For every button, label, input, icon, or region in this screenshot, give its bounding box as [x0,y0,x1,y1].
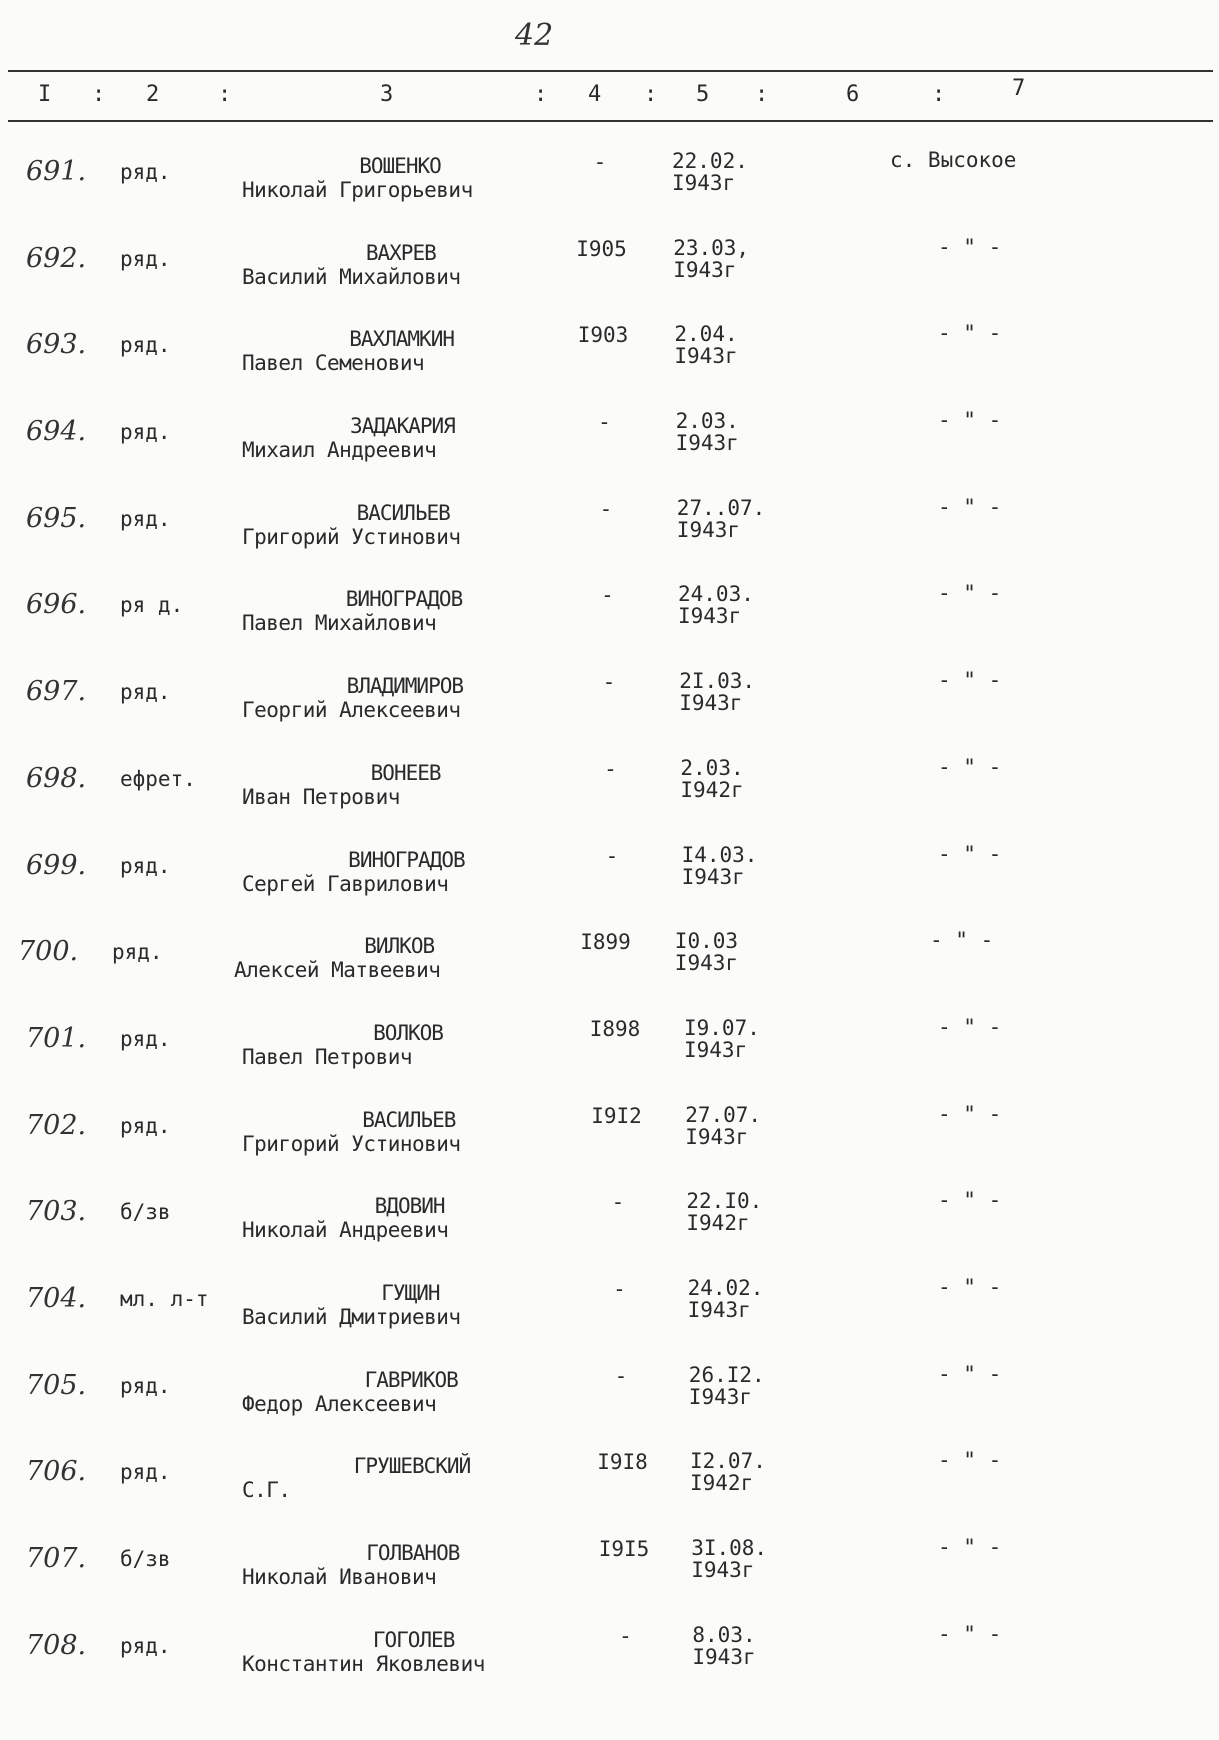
death-date-day: 2.03. [675,409,739,434]
military-rank: ряд. [120,1460,171,1485]
burial-place: - " - [938,1101,1002,1126]
death-date-year: I943г [674,951,739,976]
death-date-year: I943г [692,1644,756,1669]
table-row: 695. ряд. ВАСИЛЬЕВ Григорий Устинович - 27..07. I943г - " - [26,494,1002,549]
record-number: 696. [26,589,87,621]
death-date-day: 24.02. [687,1275,764,1300]
burial-place: - " - [938,754,1002,779]
given-name: Павел Михайлович [242,611,437,636]
death-date [688,1277,764,1321]
given-name: Григорий Устинович [242,524,461,549]
record-number: 702. [26,1109,87,1141]
table-row: 697. ряд. ВЛАДИМИРОВ Георгий Алексеевич - 2I.03. I943г - " - [26,668,1002,723]
death-date-day: 22.I0. [686,1189,763,1214]
death-date [673,237,749,281]
military-rank: ряд. [120,246,171,271]
death-date [674,323,737,367]
header-col-1: I [38,82,52,107]
header-sep: : [932,82,946,107]
burial-place: - " - [938,1188,1002,1213]
death-date-year: I943г [688,1384,753,1409]
record-number: 695. [26,502,87,534]
military-rank: ряд. [120,1113,171,1138]
death-date [690,1450,766,1494]
death-date [675,930,738,974]
death-date-day: I9.07. [684,1015,760,1040]
burial-place: - " - [938,581,1002,606]
header-sep: : [644,82,658,107]
death-date-day: 27..07. [676,495,766,520]
given-name: Николай Андреевич [242,1218,449,1243]
death-date [678,583,754,627]
military-rank: ряд. [120,160,171,184]
record-number: 700. [18,936,79,968]
header-col-5: 5 [696,82,710,107]
header-sep: : [218,82,232,107]
record-number: 693. [26,329,87,361]
header-col-3: 3 [380,82,394,107]
table-row: 692. ряд. ВАХРЕВ Василий Михайлович I905 23.03, I943г - " - [26,234,1002,289]
burial-place: - " - [938,1274,1002,1299]
table-row: 704. мл. л-т ГУЩИН Василий Дмитриевич - 24.02. I943г - " - [26,1274,1002,1329]
burial-place: - " - [938,234,1002,259]
given-name: Павел Петрович [242,1044,413,1069]
military-rank: ря д. [120,593,184,618]
death-date-day: 2.03. [680,755,744,780]
given-name: Георгий Алексеевич [242,698,461,723]
burial-place: - " - [938,1361,1002,1386]
death-date-day: 2I.03. [679,669,756,694]
death-date-day: 3I.08. [691,1536,768,1560]
death-date [685,1104,761,1148]
death-date-year: I943г [685,1124,749,1149]
table-row: 706. ряд. ГРУШЕВСКИЙ С.Г. I9I8 I2.07. I942г - " - [26,1448,1002,1503]
death-date [692,1624,755,1668]
death-date [676,410,739,454]
death-date-year: I943г [681,864,745,889]
death-date-year: I942г [680,777,744,802]
death-date-day: 26.I2. [688,1362,765,1387]
burial-place: - " - [930,928,994,953]
header-col-6: 6 [846,82,860,107]
given-name: Василий Михайлович [242,264,461,289]
header-col-7: 7 [1012,76,1026,101]
table-row: 696. ря д. ВИНОГРАДОВ Павел Михайлович - 24.03. I943г - " - [26,581,1002,636]
death-date [672,150,748,194]
given-name: Григорий Устинович [242,1131,461,1156]
header-col-4: 4 [588,82,602,107]
military-rank: ряд. [120,333,171,358]
table-header [0,76,1219,112]
death-date-year: I943г [691,1558,755,1582]
record-number: 699. [26,849,87,881]
military-rank: ряд. [112,940,163,965]
death-date [677,497,766,541]
record-number: 705. [26,1369,87,1401]
burial-place: - " - [938,1014,1002,1039]
death-date-day: I0.03 [674,929,739,954]
death-date-day: 27.07. [685,1102,762,1127]
burial-place: - " - [938,668,1002,693]
given-name: Николай Григорьевич [242,178,473,202]
military-rank: ряд. [120,1373,171,1398]
header-sep: : [534,82,548,107]
death-date-year: I943г [674,344,738,369]
record-number: 692. [26,242,87,274]
military-rank: ряд. [120,506,171,531]
given-name: Федор Алексеевич [242,1391,437,1416]
military-rank: б/зв [120,1200,171,1225]
burial-place: - " - [938,1448,1002,1473]
given-name: Константин Яковлевич [242,1651,485,1676]
burial-place: - " - [938,494,1002,519]
given-name: Алексей Матвеевич [234,958,441,983]
table-row: 701. ряд. ВОЛКОВ Павел Петрович I898 I9.07. I943г - " - [26,1014,1002,1069]
header-sep: : [755,82,769,107]
death-date [684,1017,760,1061]
table-row: 708. ряд. ГОГОЛЕВ Константин Яковлевич - 8.03. I943г - " - [26,1621,1002,1676]
death-date-year: I943г [676,517,741,542]
military-rank: б/зв [120,1547,171,1571]
military-rank: ефрет. [120,766,196,791]
header-top-rule [8,70,1213,72]
death-date-year: I943г [679,691,743,716]
given-name: С.Г. [242,1478,291,1503]
table-row: 705. ряд. ГАВРИКОВ Федор Алексеевич - 26.I2. I943г - " - [26,1361,1002,1416]
death-date-day: I2.07. [690,1449,766,1474]
death-date-year: I943г [675,431,739,456]
military-rank: ряд. [120,1633,171,1658]
record-number: 691. [26,156,87,187]
table-row: 707. б/зв ГОЛВАНОВ Николай Иванович I9I5 3I.08. I943г - " - [26,1535,1002,1589]
record-number: 694. [26,416,87,448]
table-row: 691. ряд. ВОШЕНКО Николай Григорьевич - 22.02. I943г с. Высокое [26,148,1017,202]
record-number: 697. [26,676,87,708]
death-date [679,670,755,714]
given-name: Сергей Гаврилович [242,871,449,896]
table-row: 699. ряд. ВИНОГРАДОВ Сергей Гаврилович - I4.03. I943г - " - [26,841,1002,896]
given-name: Михаил Андреевич [242,438,437,463]
death-date-day: I4.03. [681,842,758,867]
header-sep: : [92,82,106,107]
military-rank: ряд. [120,420,171,445]
death-date-year: I943г [684,1037,748,1062]
burial-place: - " - [938,1535,1002,1559]
military-rank: ряд. [120,853,171,878]
death-date-year: I943г [672,171,736,195]
death-date-year: I942г [686,1211,750,1236]
death-date-day: 24.03. [678,582,754,607]
table-row: 694. ряд. ЗАДАКАРИЯ Михаил Андреевич - 2.03. I943г - " - [26,408,1002,463]
military-rank: мл. л-т [120,1286,209,1311]
table-row: 700. ряд. ВИЛКОВ Алексей Матвеевич I899 I0.03 I943г - " - [18,928,994,983]
table-row: 703. б/зв ВДОВИН Николай Андреевич - 22.I0. I942г - " - [26,1188,1002,1243]
death-date-year: I943г [673,257,737,282]
death-date [691,1537,767,1581]
death-date-day: 22.02. [672,149,748,173]
record-number: 701. [26,1022,87,1054]
burial-place: - " - [938,408,1002,433]
record-number: 706. [26,1456,87,1488]
given-name: Павел Семенович [242,351,425,376]
death-date [686,1190,762,1234]
record-number: 698. [26,762,87,794]
record-number: 703. [26,1196,87,1228]
death-date [689,1364,765,1408]
burial-place: - " - [938,321,1002,346]
death-date-day: 8.03. [692,1622,756,1647]
death-date [682,844,758,888]
death-date-day: 23.03, [673,235,750,260]
table-row: 702. ряд. ВАСИЛЬЕВ Григорий Устинович I9I2 27.07. I943г - " - [26,1101,1002,1156]
table-row: 698. ефрет. ВОНЕЕВ Иван Петрович - 2.03. I942г - " - [26,754,1002,809]
death-date-year: I943г [678,604,742,629]
death-date-year: I943г [687,1297,751,1322]
record-number: 707. [26,1543,87,1574]
header-col-2: 2 [146,82,160,107]
record-number: 708. [26,1629,87,1661]
burial-place: - " - [938,1621,1002,1646]
given-name: Василий Дмитриевич [242,1304,461,1329]
burial-place: с. Высокое [890,148,1017,172]
death-date-year: I942г [690,1471,754,1496]
table-row: 693. ряд. ВАХЛАМКИН Павел Семенович I903 2.04. I943г - " - [26,321,1002,376]
burial-place: - " - [938,841,1002,866]
header-bottom-rule [8,120,1213,122]
record-list [0,138,1219,1698]
given-name: Иван Петрович [242,784,400,809]
record-number: 704. [26,1282,87,1314]
given-name: Николай Иванович [242,1565,437,1589]
page-number: 42 [515,18,554,53]
military-rank: ряд. [120,1026,171,1051]
death-date-day: 2.04. [674,322,738,347]
death-date [680,757,743,801]
military-rank: ряд. [120,680,171,705]
